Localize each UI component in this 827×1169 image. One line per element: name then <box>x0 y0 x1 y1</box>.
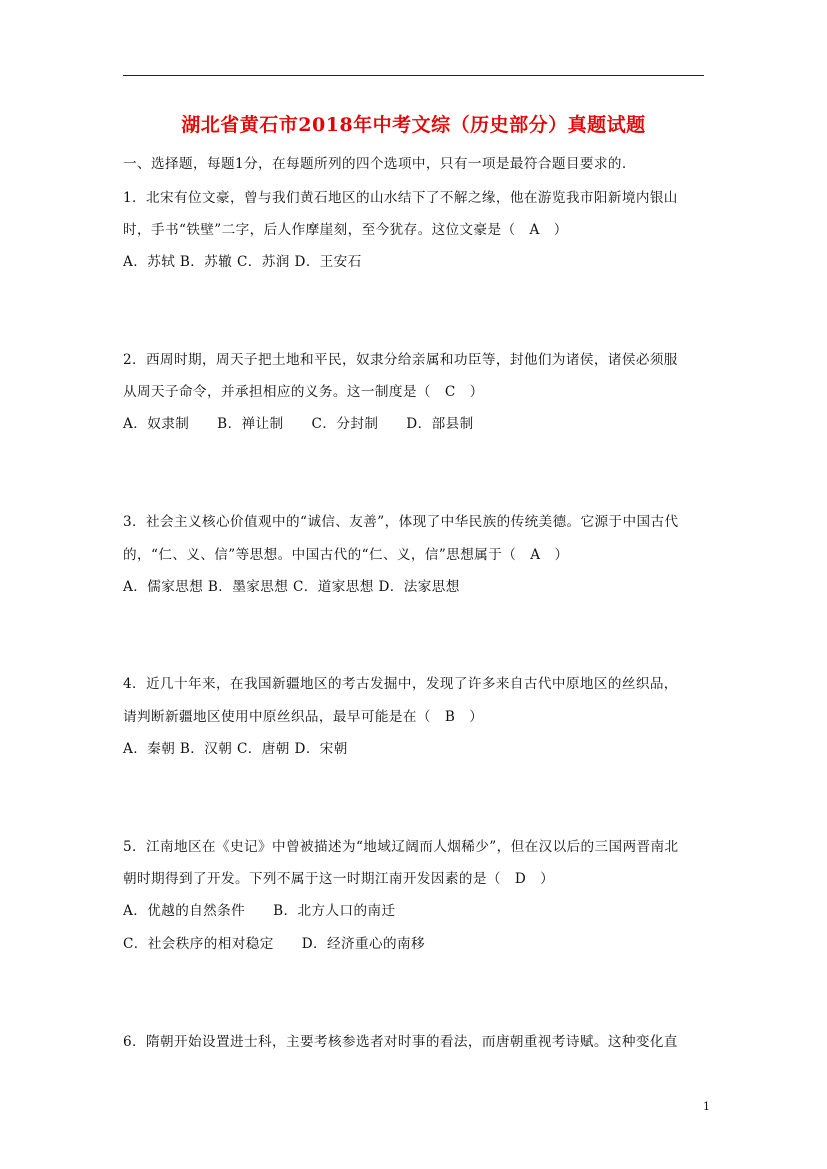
question-1-options: A．苏轼 B．苏辙 C．苏润 D．王安石 <box>123 254 362 270</box>
question-2-line-1: 2．西周时期，周天子把土地和平民，奴隶分给亲属和功臣等，封他们为诸侯，诸侯必须服 <box>123 352 678 368</box>
question-3-line-2: 的，“仁、义、信”等思想。中国古代的“仁、义，信”思想属于（ A ） <box>123 547 569 563</box>
question-5-option-line-2: C．社会秩序的相对稳定 D．经济重心的南移 <box>123 936 425 952</box>
question-3-options: A．儒家思想 B．墨家思想 C．道家思想 D．法家思想 <box>123 579 460 595</box>
question-5-line-1: 5．江南地区在《史记》中曾被描述为“地域辽阔而人烟稀少”，但在汉以后的三国两晋南北 <box>123 839 679 855</box>
page-number: 1 <box>703 1100 710 1113</box>
question-4-line-1: 4．近几十年来，在我国新疆地区的考古发掘中，发现了许多来自古代中原地区的丝织品， <box>123 676 678 692</box>
question-4-options: A．秦朝 B．汉朝 C．唐朝 D．宋朝 <box>123 741 348 757</box>
question-5-line-2: 朝时期得到了开发。下列不属于这一时期江南开发因素的是（ D ） <box>123 871 555 887</box>
document-title: 湖北省黄石市2018年中考文综（历史部分）真题试题 <box>181 114 646 136</box>
question-1-line-2: 时，手书“铁壁”二字，后人作摩崖刻，至今犹存。这位文豪是（ A ） <box>123 222 568 238</box>
question-3-line-1: 3．社会主义核心价值观中的“诚信、友善”，体现了中华民族的传统美德。它源于中国古代 <box>123 514 679 530</box>
question-4-line-2: 请判断新疆地区使用中原丝织品，最早可能是在（ B ） <box>123 709 484 725</box>
section-header: 一、选择题，每题1分，在每题所列的四个选项中，只有一项是最符合题目要求的. <box>123 156 627 172</box>
question-5-option-line-1: A．优越的自然条件 B．北方人口的南迁 <box>123 903 396 919</box>
question-2-line-2: 从周天子命令，并承担相应的义务。这一制度是（ C ） <box>123 384 484 400</box>
header-rule <box>123 75 704 76</box>
question-1-line-1: 1．北宋有位文豪，曾与我们黄石地区的山水结下了不解之缘，他在游览我市阳新境内银山 <box>123 190 678 206</box>
question-6-line-1: 6．隋朝开始设置进士科，主要考核参选者对时事的看法，而唐朝重视考诗赋。这种变化直 <box>123 1034 678 1050</box>
question-2-options: A．奴隶制 B．禅让制 C．分封制 D．部县制 <box>123 416 474 432</box>
